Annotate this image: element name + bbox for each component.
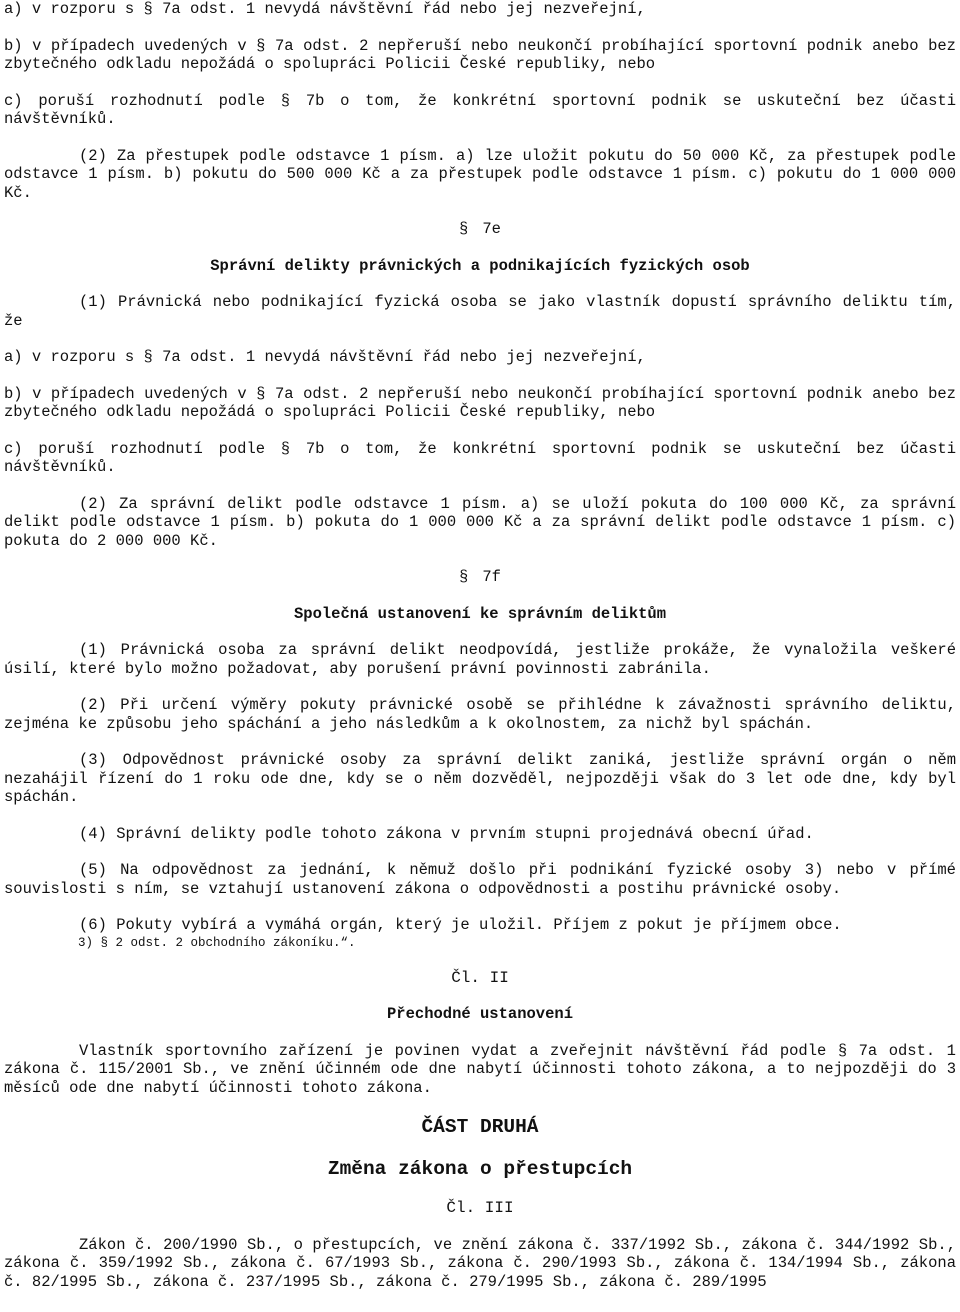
document-page: [4, 0, 956, 1291]
article-3-label: Čl. III: [446, 1199, 514, 1217]
item-c-no-spectators-2: c) poruší rozhodnutí podle § 7b o tom, že konkrétní sportovní podnik se uskuteční bez účasti návštěvníků.: [4, 439, 956, 476]
paragraph-7f-3: (3) Odpovědnost právnické osoby za správní delikt zaniká, jestliže správní orgán o něm nezahájil řízení do 1 roku ode dne, kdy se o něm dozvěděl, nejpozději však do 3 let ode dne, kdy byl spáchán.: [4, 751, 956, 806]
section-symbol: §: [459, 220, 469, 238]
section-7f-heading: [4, 568, 956, 587]
paragraph-7f-5: (5) Na odpovědnost za jednání, k němuž došlo při podnikání fyzické osoby 3) nebo v přímé souvislosti s ním, se vztahují ustanovení zákona o odpovědnosti a postihu právnické osoby.: [4, 861, 956, 898]
article-2-text: Vlastník sportovního zařízení je povinen vydat a zveřejnit návštěvní řád podle § 7a odst. 1 zákona č. 115/2001 Sb., ve znění účinném ode dne nabytí účinnosti tohoto zákona, a to nejpozději do 3 měsíců ode dne nabytí účinnosti tohoto zákona.: [4, 1041, 956, 1097]
item-a-visitor-rules-2: a) v rozporu s § 7a odst. 1 nevydá návštěvní řád nebo jej nezveřejní,: [4, 348, 646, 366]
paragraph-7f-2: (2) Při určení výměry pokuty právnické osobě se přihlédne k závažnosti správního deliktu, zejména ke způsobu jeho spáchání a jeho následkům a k okolnostem, za nichž byl spáchán.: [4, 696, 956, 733]
paragraph-7f-4: (4) Správní delikty podle tohoto zákona v prvním stupni projednává obecní úřad.: [79, 824, 814, 843]
article-2-label: Čl. II: [451, 968, 509, 987]
item-b-interrupt-event: b) v případech uvedených v § 7a odst. 2 nepřeruší nebo neukončí probíhající sportovní podnik anebo bez zbytečného odkladu nepožádá o spolupráci Policii České republiky, nebo: [4, 36, 956, 73]
paragraph-7e-1: (1) Právnická nebo podnikající fyzická osoba se jako vlastník dopustí správního deliktu tím, že: [4, 293, 956, 330]
item-b-interrupt-event-2: b) v případech uvedených v § 7a odst. 2 nepřeruší nebo neukončí probíhající sportovní podnik anebo bez zbytečného odkladu nepožádá o spolupráci Policii České republiky, nebo: [4, 384, 956, 421]
section-number: 7f: [482, 568, 501, 586]
paragraph-7e-2-fines: (2) Za správní delikt podle odstavce 1 písm. a) se uloží pokuta do 100 000 Kč, za správní delikt podle odstavce 1 písm. b) pokuta do 1 000 000 Kč a za správní delikt podle odstavce 1 písm. c) pokuta do 2 000 000 Kč.: [4, 494, 956, 550]
section-7f-title: Společná ustanovení ke správním deliktům: [293, 604, 667, 623]
item-a-visitor-rules: a) v rozporu s § 7a odst. 1 nevydá návštěvní řád nebo jej nezveřejní,: [4, 0, 646, 18]
section-number: 7e: [482, 220, 501, 238]
section-symbol: §: [459, 568, 469, 586]
article-3-text: Zákon č. 200/1990 Sb., o přestupcích, ve znění zákona č. 337/1992 Sb., zákona č. 344/1992 Sb., zákona č. 359/1992 Sb., zákona č. 67/1993 Sb., zákona č. 290/1993 Sb., zákona č. 134/1994 Sb., zákona č. 82/1995 Sb., zákona č. 237/1995 Sb., zákona č. 279/1995 Sb., zákona č. 289/1995: [4, 1235, 956, 1291]
paragraph-2-fines: (2) Za přestupek podle odstavce 1 písm. a) lze uložit pokutu do 50 000 Kč, za přestupek podle odstavce 1 písm. b) pokutu do 500 000 Kč a za přestupek podle odstavce 1 písm. c) pokutu do 1 000 000 Kč.: [4, 146, 956, 202]
part-2-subtitle: Změna zákona o přestupcích: [327, 1158, 633, 1180]
section-7e-heading: [4, 220, 956, 239]
item-c-no-spectators: c) poruší rozhodnutí podle § 7b o tom, že konkrétní sportovní podnik se uskuteční bez účasti návštěvníků.: [4, 91, 956, 128]
section-7e-title: Správní delikty právnických a podnikajících fyzických osob: [210, 256, 750, 275]
paragraph-7f-1: (1) Právnická osoba za správní delikt neodpovídá, jestliže prokáže, že vynaložila veškeré úsilí, které bylo možno požadovat, aby porušení právní povinnosti zabránila.: [4, 641, 956, 678]
article-2-title: Přechodné ustanovení: [386, 1005, 574, 1023]
footnote-3: 3) § 2 odst. 2 obchodního zákoníku.“.: [78, 935, 356, 950]
part-2-title: ČÁST DRUHÁ: [421, 1116, 539, 1138]
paragraph-7f-6: (6) Pokuty vybírá a vymáhá orgán, který je uložil. Příjem z pokut je příjmem obce.: [79, 916, 842, 934]
